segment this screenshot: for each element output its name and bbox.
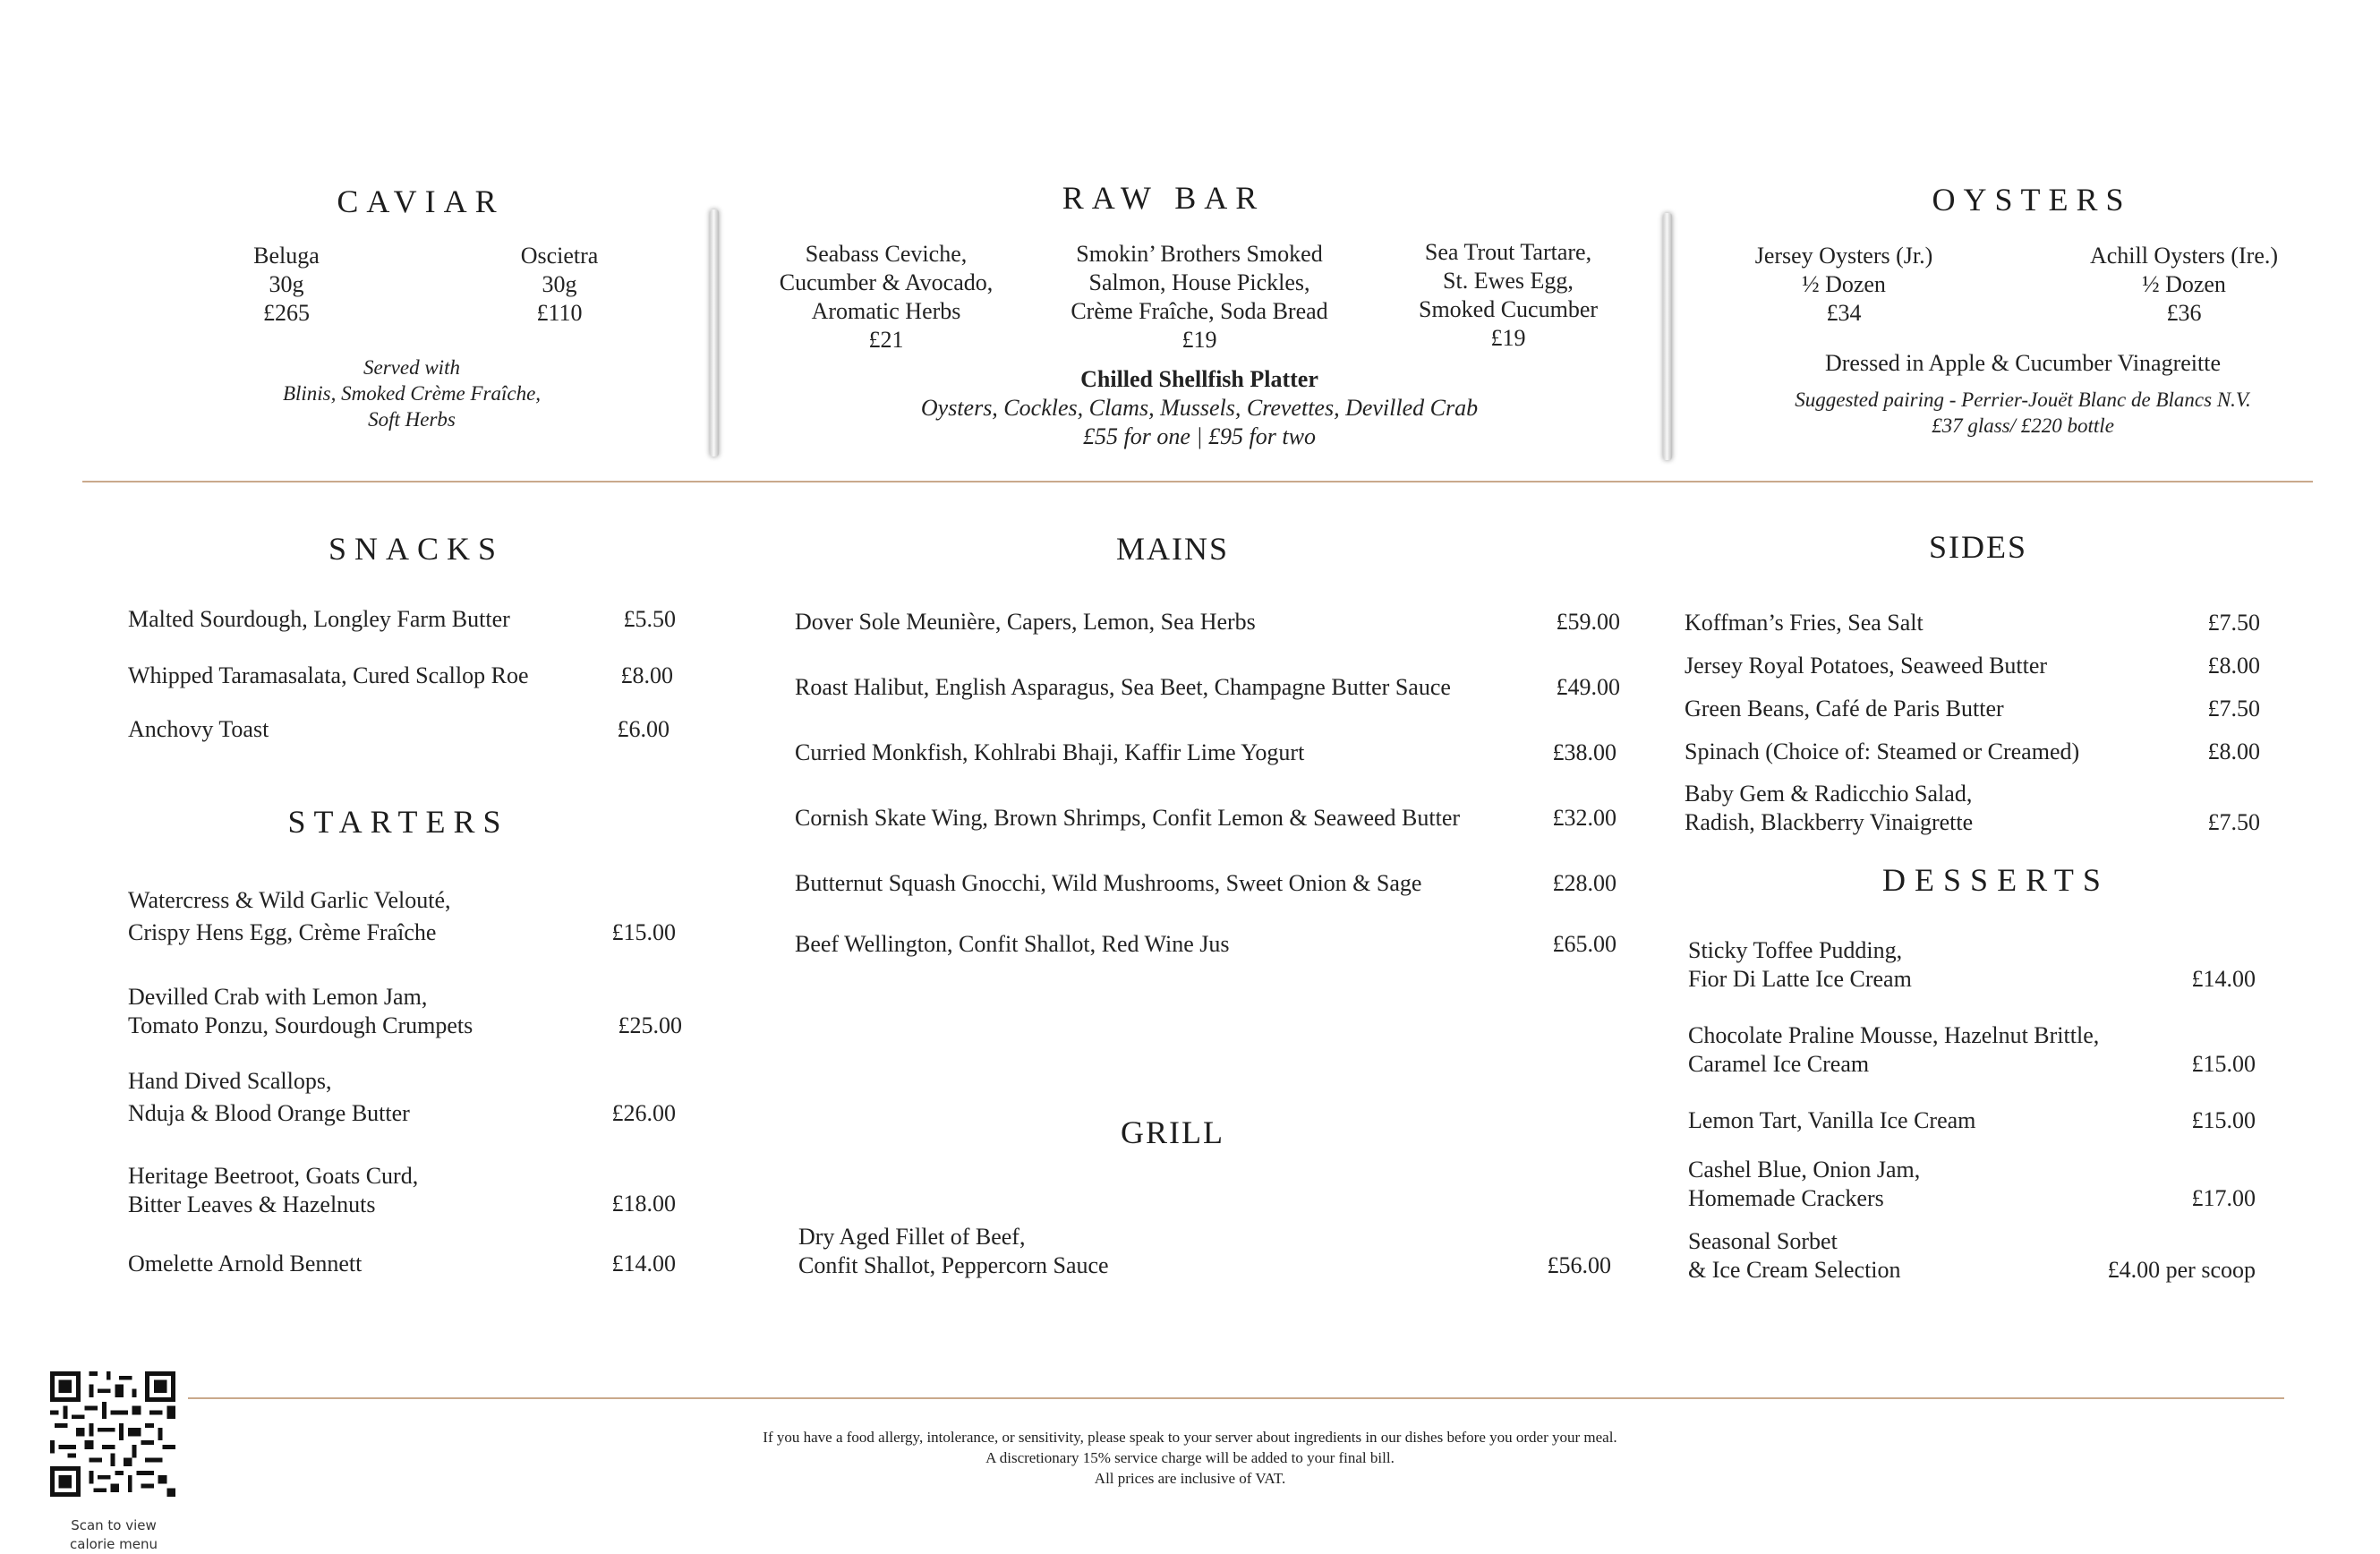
raw-item-line: Aromatic Herbs	[811, 298, 961, 324]
raw-item-price: £19	[1490, 325, 1526, 351]
side-item: Green Beans, Café de Paris Butter	[1685, 696, 2004, 722]
main-price: £38.00	[1552, 739, 1617, 765]
section-rule	[82, 481, 2313, 482]
raw-item-line: Crème Fraîche, Soda Bread	[1071, 298, 1328, 324]
starter-line: Devilled Crab with Lemon Jam,	[128, 984, 428, 1010]
starter-price: £18.00	[611, 1191, 676, 1217]
achill-price: £36	[2166, 300, 2202, 326]
snack-price: £6.00	[617, 716, 670, 742]
starter-line: Nduja & Blood Orange Butter	[128, 1100, 410, 1126]
raw-item-line: Salmon, House Pickles,	[1088, 269, 1310, 295]
raw-item-line: Smokin’ Brothers Smoked	[1076, 241, 1323, 267]
starter-price: £14.00	[611, 1251, 676, 1276]
grill-item	[798, 1223, 1109, 1280]
caviar-beluga	[215, 242, 358, 328]
starter-item	[128, 886, 451, 947]
raw-item-price: £21	[868, 327, 904, 353]
scan-line: Scan to view	[71, 1517, 157, 1533]
starter-item	[128, 983, 473, 1040]
grill-price: £56.00	[1547, 1252, 1611, 1278]
main-item: Curried Monkfish, Kohlrabi Bhaji, Kaffir Lime Yogurt	[795, 739, 1305, 765]
main-item: Cornish Skate Wing, Brown Shrimps, Confit Lemon & Seaweed Butter	[795, 805, 1461, 831]
dessert-line: Caramel Ice Cream	[1688, 1051, 1870, 1077]
jersey-price: £34	[1826, 300, 1862, 326]
allergy-notice: If you have a food allergy, intolerance, or sensitivity, please speak to your server about ingredients in our dishes before you order your meal.	[763, 1429, 1617, 1446]
dessert-line: Seasonal Sorbet	[1688, 1228, 1838, 1254]
scan-line: calorie menu	[70, 1536, 158, 1552]
starter-price: £26.00	[611, 1100, 676, 1126]
mains-title: MAINS	[1115, 531, 1229, 567]
dessert-line: Chocolate Praline Mousse, Hazelnut Brittle,	[1688, 1022, 2100, 1048]
caviar-served-with	[224, 354, 600, 432]
achill-oysters	[2059, 242, 2309, 328]
main-item: Dover Sole Meunière, Capers, Lemon, Sea Herbs	[795, 609, 1256, 635]
beluga-weight: 30g	[269, 271, 304, 297]
oysters-pairing-price: £37 glass/ £220 bottle	[1932, 414, 2114, 437]
oysters-pairing: Suggested pairing - Perrier-Jouët Blanc de Blancs N.V.	[1795, 388, 2251, 411]
side-price: £8.00	[2207, 739, 2260, 764]
dessert-line: Sticky Toffee Pudding,	[1688, 937, 1903, 963]
main-item: Butternut Squash Gnocchi, Wild Mushrooms, Sweet Onion & Sage	[795, 870, 1422, 896]
starter-line: Hand Dived Scallops,	[128, 1068, 332, 1094]
dessert-item	[1688, 1227, 1901, 1285]
main-item: Beef Wellington, Confit Shallot, Red Wine Jus	[795, 931, 1230, 957]
side-price: £7.50	[2207, 809, 2260, 835]
beluga-name: Beluga	[253, 243, 320, 269]
snack-item: Anchovy Toast	[128, 716, 269, 742]
beluga-price: £265	[263, 300, 310, 326]
raw-bar-item	[752, 240, 1020, 354]
starter-item: Omelette Arnold Bennett	[128, 1251, 363, 1276]
snack-price: £8.00	[620, 662, 673, 688]
starter-item	[128, 1067, 410, 1128]
dessert-item	[1688, 936, 1912, 994]
grill-title: GRILL	[1121, 1114, 1224, 1150]
sides-title: SIDES	[1928, 529, 2028, 565]
snack-item: Malted Sourdough, Longley Farm Butter	[128, 606, 510, 632]
shellfish-platter-title: Chilled Shellfish Platter	[1080, 366, 1318, 392]
starter-line: Crispy Hens Egg, Crème Fraîche	[128, 919, 437, 945]
starter-item	[128, 1162, 418, 1219]
dessert-item	[1688, 1021, 2099, 1079]
side-line: Baby Gem & Radicchio Salad,	[1685, 781, 1973, 807]
oscietra-weight: 30g	[542, 271, 577, 297]
raw-item-line: Sea Trout Tartare,	[1424, 239, 1592, 265]
side-item: Koffman’s Fries, Sea Salt	[1685, 610, 1924, 636]
raw-bar-item	[1383, 238, 1634, 353]
achill-qty: ½ Dozen	[2142, 271, 2226, 297]
grill-line: Dry Aged Fillet of Beef,	[798, 1224, 1026, 1250]
vat-notice: All prices are inclusive of VAT.	[1094, 1470, 1286, 1487]
desserts-title: DESSERTS	[1882, 862, 2110, 898]
starter-price: £25.00	[618, 1012, 682, 1038]
dessert-price: £4.00 per scoop	[2107, 1257, 2256, 1283]
served-line: Served with	[363, 356, 460, 379]
snack-price: £5.50	[623, 606, 676, 632]
footer-rule	[188, 1397, 2284, 1399]
raw-item-line: St. Ewes Egg,	[1443, 268, 1574, 294]
scan-caption	[47, 1516, 181, 1554]
raw-item-line: Cucumber & Avocado,	[779, 269, 994, 295]
shellfish-platter-price: £55 for one | £95 for two	[1083, 423, 1316, 449]
raw-item-price: £19	[1181, 327, 1217, 353]
dessert-line: & Ice Cream Selection	[1688, 1257, 1901, 1283]
oscietra-price: £110	[536, 300, 583, 326]
column-divider	[1663, 213, 1672, 460]
side-line: Radish, Blackberry Vinaigrette	[1685, 809, 1974, 835]
shellfish-platter-desc: Oysters, Cockles, Clams, Mussels, Crevettes, Devilled Crab	[920, 395, 1479, 421]
raw-bar-title: RAW BAR	[1062, 180, 1266, 216]
snack-item: Whipped Taramasalata, Cured Scallop Roe	[128, 662, 529, 688]
served-line: Blinis, Smoked Crème Fraîche,	[282, 382, 542, 405]
caviar-oscietra	[483, 242, 636, 328]
starter-line: Tomato Ponzu, Sourdough Crumpets	[128, 1012, 473, 1038]
dessert-price: £15.00	[2191, 1107, 2256, 1133]
starters-title: STARTERS	[287, 804, 509, 840]
main-price: £28.00	[1552, 870, 1617, 896]
raw-bar-item	[1047, 240, 1352, 354]
side-price: £8.00	[2207, 653, 2260, 679]
served-line: Soft Herbs	[368, 408, 456, 431]
dessert-price: £17.00	[2191, 1185, 2256, 1211]
raw-item-line: Seabass Ceviche,	[805, 241, 968, 267]
side-price: £7.50	[2207, 696, 2260, 722]
jersey-qty: ½ Dozen	[1802, 271, 1886, 297]
caviar-title: CAVIAR	[337, 184, 505, 219]
snacks-title: SNACKS	[328, 531, 505, 567]
jersey-oysters	[1727, 242, 1960, 328]
side-item	[1685, 780, 1973, 837]
oysters-title: OYSTERS	[1932, 182, 2132, 218]
starter-line: Watercress & Wild Garlic Velouté,	[128, 887, 451, 913]
side-price: £7.50	[2207, 610, 2260, 636]
starter-line: Heritage Beetroot, Goats Curd,	[128, 1163, 419, 1189]
dessert-item	[1688, 1156, 1920, 1213]
main-price: £59.00	[1556, 609, 1620, 635]
main-price: £65.00	[1552, 931, 1617, 957]
main-price: £32.00	[1552, 805, 1617, 831]
dessert-item: Lemon Tart, Vanilla Ice Cream	[1688, 1107, 1976, 1133]
oscietra-name: Oscietra	[520, 243, 599, 269]
raw-item-line: Smoked Cucumber	[1418, 296, 1599, 322]
achill-name: Achill Oysters (Ire.)	[2089, 243, 2279, 269]
dessert-line: Fior Di Latte Ice Cream	[1688, 966, 1912, 992]
dessert-price: £15.00	[2191, 1051, 2256, 1077]
dessert-line: Homemade Crackers	[1688, 1185, 1884, 1211]
side-item: Jersey Royal Potatoes, Seaweed Butter	[1685, 653, 2048, 679]
starter-line: Bitter Leaves & Hazelnuts	[128, 1191, 376, 1217]
column-divider	[710, 209, 719, 457]
dessert-price: £14.00	[2191, 966, 2256, 992]
main-item: Roast Halibut, English Asparagus, Sea Beet, Champagne Butter Sauce	[795, 674, 1451, 700]
starter-price: £15.00	[611, 919, 676, 945]
oysters-dressing: Dressed in Apple & Cucumber Vinagreitte	[1824, 350, 2222, 376]
dessert-line: Cashel Blue, Onion Jam,	[1688, 1157, 1921, 1183]
grill-line: Confit Shallot, Peppercorn Sauce	[798, 1252, 1109, 1278]
jersey-name: Jersey Oysters (Jr.)	[1754, 243, 1933, 269]
side-item: Spinach (Choice of: Steamed or Creamed)	[1685, 739, 2080, 764]
main-price: £49.00	[1556, 674, 1620, 700]
service-charge-notice: A discretionary 15% service charge will be added to your final bill.	[985, 1449, 1395, 1466]
